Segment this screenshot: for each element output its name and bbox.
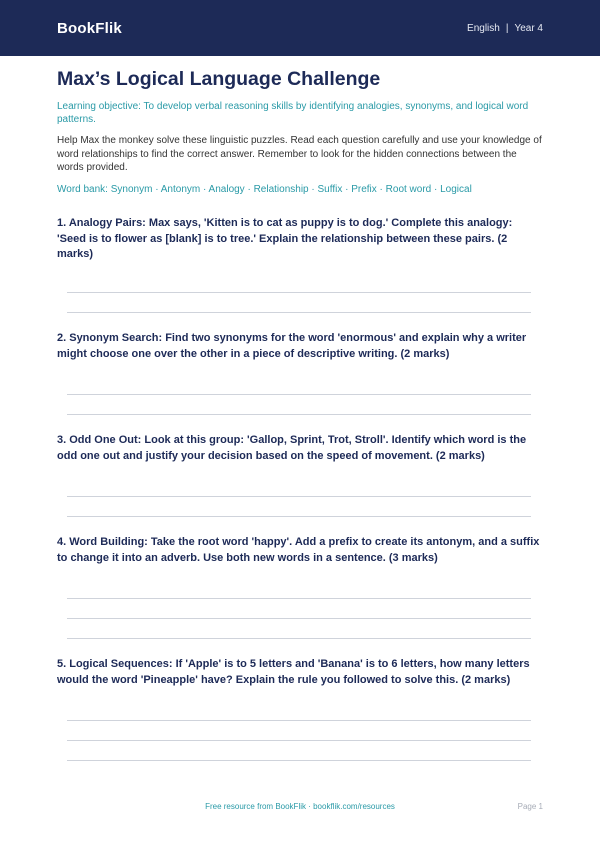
answer-line[interactable] [67, 496, 531, 497]
worksheet-title: Max’s Logical Language Challenge [57, 68, 381, 90]
answer-line[interactable] [67, 598, 531, 599]
answer-line[interactable] [67, 618, 531, 619]
answer-line[interactable] [67, 292, 531, 293]
answer-line[interactable] [67, 394, 531, 395]
year-label: Year 4 [514, 22, 543, 34]
answer-line[interactable] [67, 638, 531, 639]
page-number: Page 1 [517, 802, 543, 811]
meta-separator: | [505, 22, 509, 34]
learning-objective: Learning objective: To develop verbal reasoning skills by identifying analogies, synonyms, and logical word patterns. [57, 101, 529, 125]
word-bank: Word bank: Synonym · Antonym · Analogy · Relationship · Suffix · Prefix · Root word · Logical [57, 183, 472, 195]
question-4: 4. Word Building: Take the root word 'happy'. Add a prefix to create its antonym, and a suffix to change it into an adverb. Use both new words in a sentence. (3 marks) [57, 536, 540, 564]
answer-line[interactable] [67, 516, 531, 517]
question-2: 2. Synonym Search: Find two synonyms for the word 'enormous' and explain why a writer might choose one over the other in a piece of descriptive writing. (2 marks) [57, 332, 527, 360]
subject-year-label [467, 23, 543, 34]
question-1: 1. Analogy Pairs: Max says, 'Kitten is to cat as puppy is to dog.' Complete this analogy: 'Seed is to flower as [blank] is to tree.' Explain the relationship between these pairs. (2 marks) [57, 217, 513, 260]
subject-label: English [467, 22, 500, 34]
brand-logo[interactable]: BookFlik [57, 19, 122, 37]
answer-line[interactable] [67, 720, 531, 721]
intro-paragraph: Help Max the monkey solve these linguistic puzzles. Read each question carefully and use your knowledge of word relationships to find the correct answer. Remember to look for the hidden connections between the words provided. [57, 135, 542, 173]
answer-line[interactable] [67, 312, 531, 313]
worksheet-content [0, 67, 600, 196]
question-3: 3. Odd One Out: Look at this group: 'Gallop, Sprint, Trot, Stroll'. Identify which word is the odd one out and justify your decision based on the speed of movement. (2 marks) [57, 434, 527, 462]
question-5: 5. Logical Sequences: If 'Apple' is to 5 letters and 'Banana' is to 6 letters, how many letters would the word 'Pineapple' have? Explain the rule you followed to solve this. (2 marks) [57, 658, 530, 686]
page-header [0, 0, 600, 56]
answer-line[interactable] [67, 740, 531, 741]
answer-line[interactable] [67, 414, 531, 415]
footer-credit-link[interactable]: Free resource from BookFlik · bookflik.com/resources [205, 802, 395, 811]
answer-line[interactable] [67, 760, 531, 761]
